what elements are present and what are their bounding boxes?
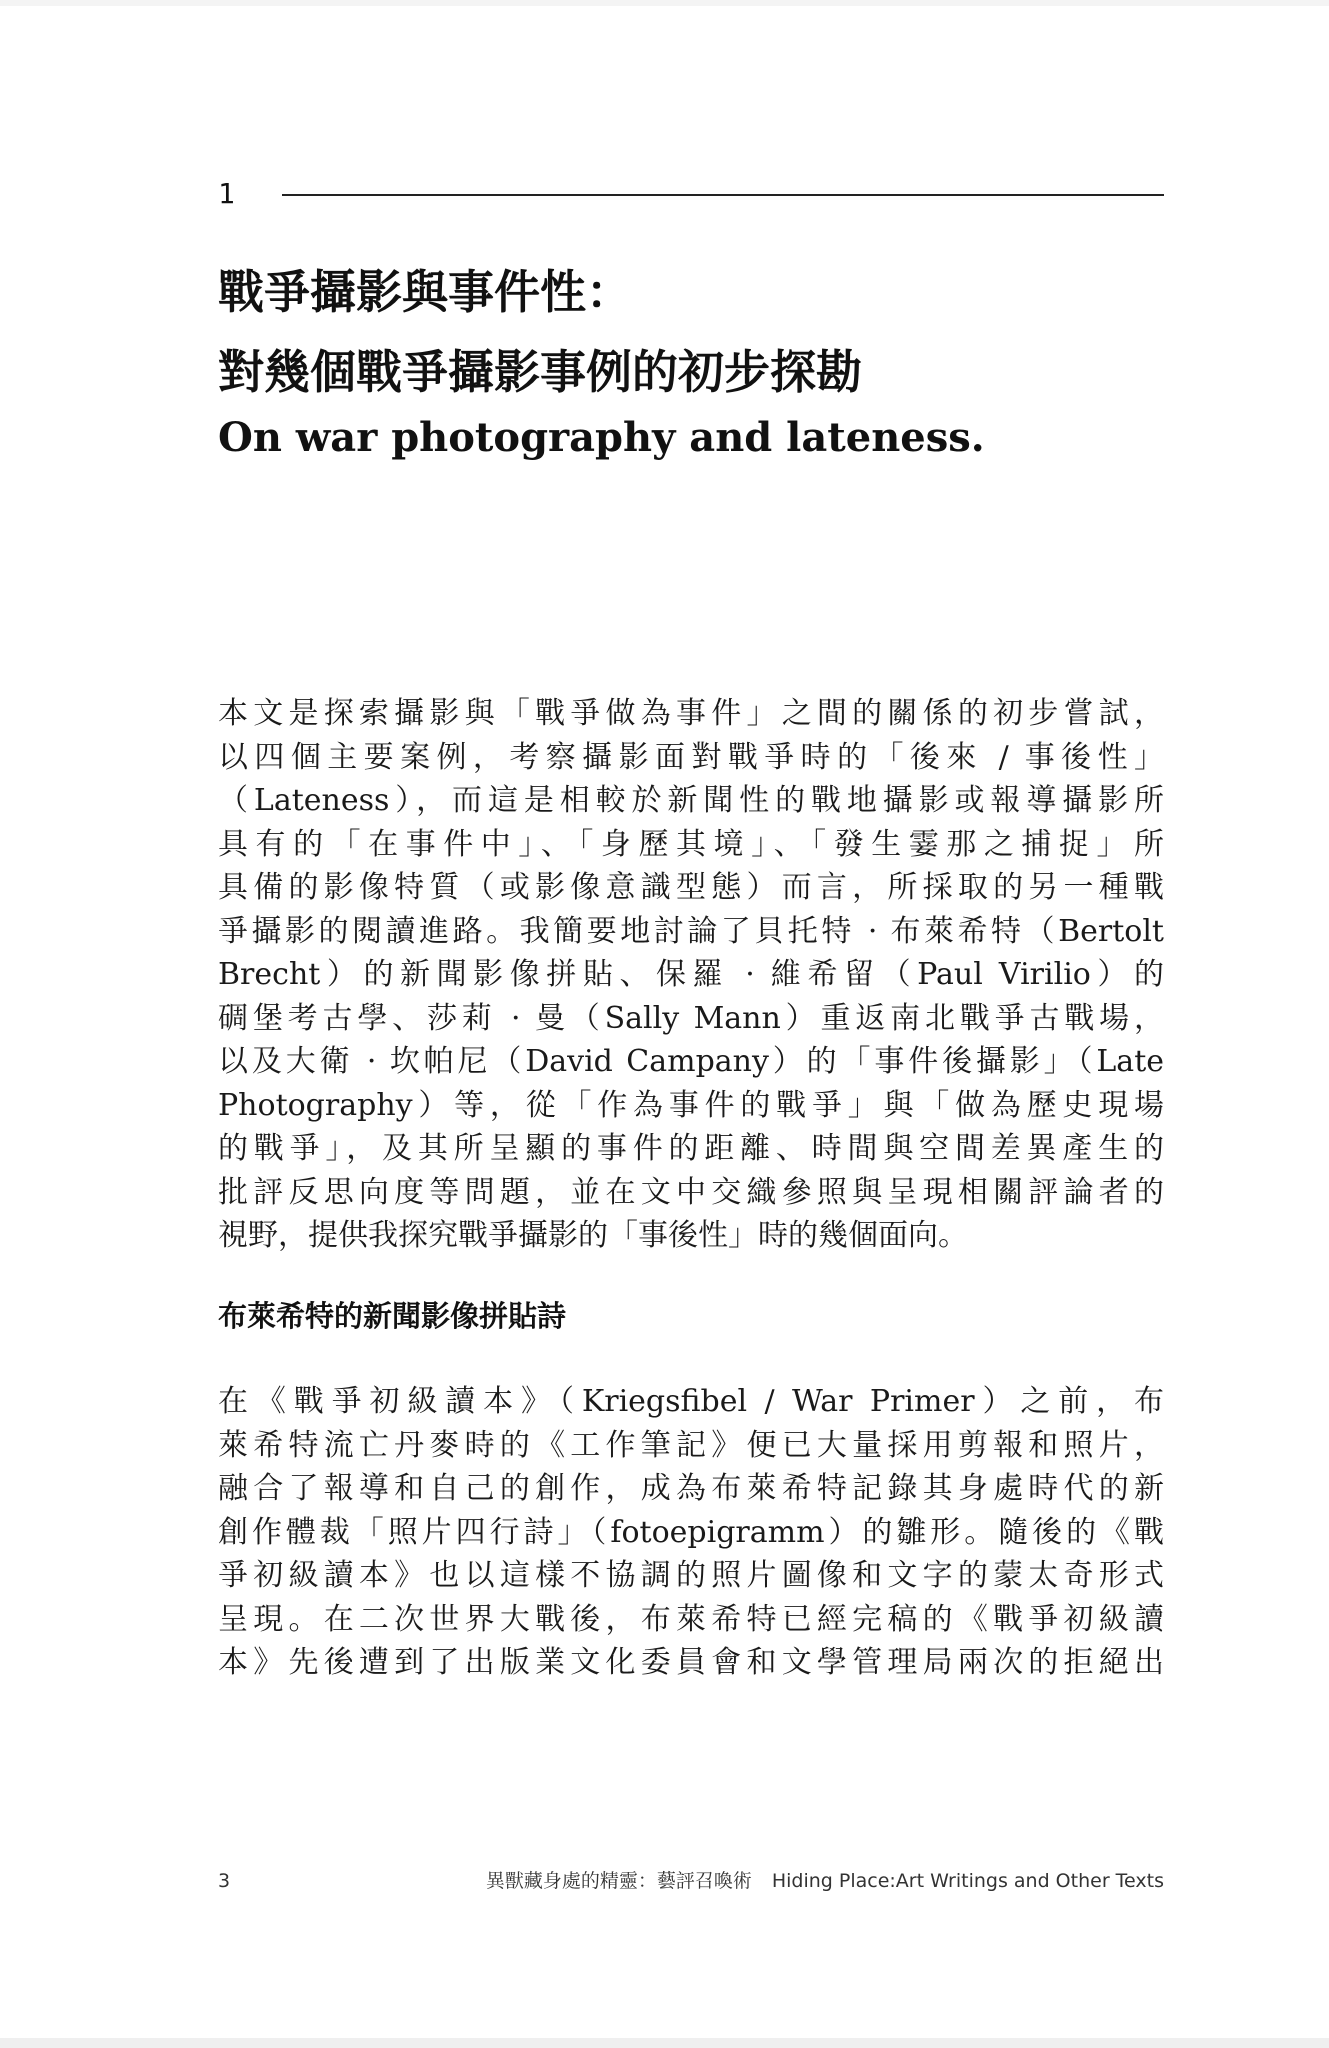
chapter-number: 1	[218, 177, 235, 210]
section-line: 爭初級讀本》也以這樣不協調的照片圖像和文字的蒙太奇形式	[218, 1558, 1164, 1593]
section-line: 融合了報導和自己的創作，成為布萊希特記錄其身處時代的新	[218, 1471, 1164, 1506]
title-zh-line-1: 戰爭攝影與事件性：	[218, 265, 632, 319]
chapter-rule-divider	[282, 194, 1164, 196]
chapter-header	[218, 176, 1164, 212]
abstract-line: Photography）等，從「作為事件的戰爭」與「做為歷史現場	[218, 1087, 1164, 1123]
footer-book-title	[486, 1866, 1164, 1896]
title-english: On war photography and lateness.	[218, 414, 985, 461]
section-line: 在《戰爭初級讀本》（Kriegsfibel / War Primer）之前，布	[218, 1384, 1164, 1419]
footer-book-title-zh: 異獸藏身處的精靈：藝評召喚術	[485, 1870, 752, 1892]
title-zh-line-2: 對幾個戰爭攝影事例的初步探勘	[218, 345, 862, 399]
footer-book-title-en: Hiding Place:Art Writings and Other Texts	[771, 1870, 1164, 1892]
abstract-line: 批評反思向度等問題，並在文中交織參照與呈現相關評論者的	[218, 1174, 1164, 1210]
section-line: 呈現。在二次世界大戰後，布萊希特已經完稿的《戰爭初級讀	[218, 1601, 1164, 1637]
footer-page-number: 3	[218, 1870, 231, 1892]
section-line: 創作體裁「照片四行詩」（fotoepigramm）的雛形。隨後的《戰	[218, 1514, 1164, 1550]
page-top-edge	[0, 0, 1329, 6]
abstract-line: Brecht）的新聞影像拼貼、保羅 · 維希留（Paul Virilio）的	[218, 957, 1164, 992]
abstract-line: 以四個主要案例，考察攝影面對戰爭時的「後來 / 事後性」	[218, 739, 1164, 775]
abstract-paragraph	[218, 692, 1164, 1258]
section-line: 萊希特流亡丹麥時的《工作筆記》便已大量採用剪報和照片，	[218, 1427, 1164, 1463]
page-bottom-edge	[0, 2038, 1329, 2048]
section-heading: 布萊希特的新聞影像拼貼詩	[218, 1299, 567, 1333]
abstract-line: 的戰爭」，及其所呈顯的事件的距離、時間與空間差異產生的	[218, 1131, 1164, 1166]
section-paragraph	[218, 1380, 1164, 1685]
section-line: 本》先後遭到了出版業文化委員會和文學管理局兩次的拒絕出	[218, 1645, 1164, 1680]
abstract-line: 視野，提供我探究戰爭攝影的「事後性」時的幾個面向。	[218, 1218, 968, 1253]
title-block	[218, 252, 1164, 464]
page-footer	[218, 1866, 1164, 1896]
abstract-line: 爭攝影的閱讀進路。我簡要地討論了貝托特 · 布萊希特（Bertolt	[218, 913, 1164, 949]
abstract-line: 具有的「在事件中」、「身歷其境」、「發生霎那之捕捉」所	[218, 826, 1164, 862]
abstract-line: （Lateness），而這是相較於新聞性的戰地攝影或報導攝影所	[218, 783, 1164, 818]
abstract-line: 以及大衛 · 坎帕尼（David Campany）的「事件後攝影」（Late	[218, 1044, 1164, 1079]
abstract-line: 具備的影像特質（或影像意識型態）而言，所採取的另一種戰	[218, 870, 1164, 905]
abstract-line: 本文是探索攝影與「戰爭做為事件」之間的關係的初步嘗試，	[218, 696, 1164, 731]
abstract-line: 碉堡考古學、莎莉 · 曼（Sally Mann）重返南北戰爭古戰場，	[218, 1000, 1164, 1036]
